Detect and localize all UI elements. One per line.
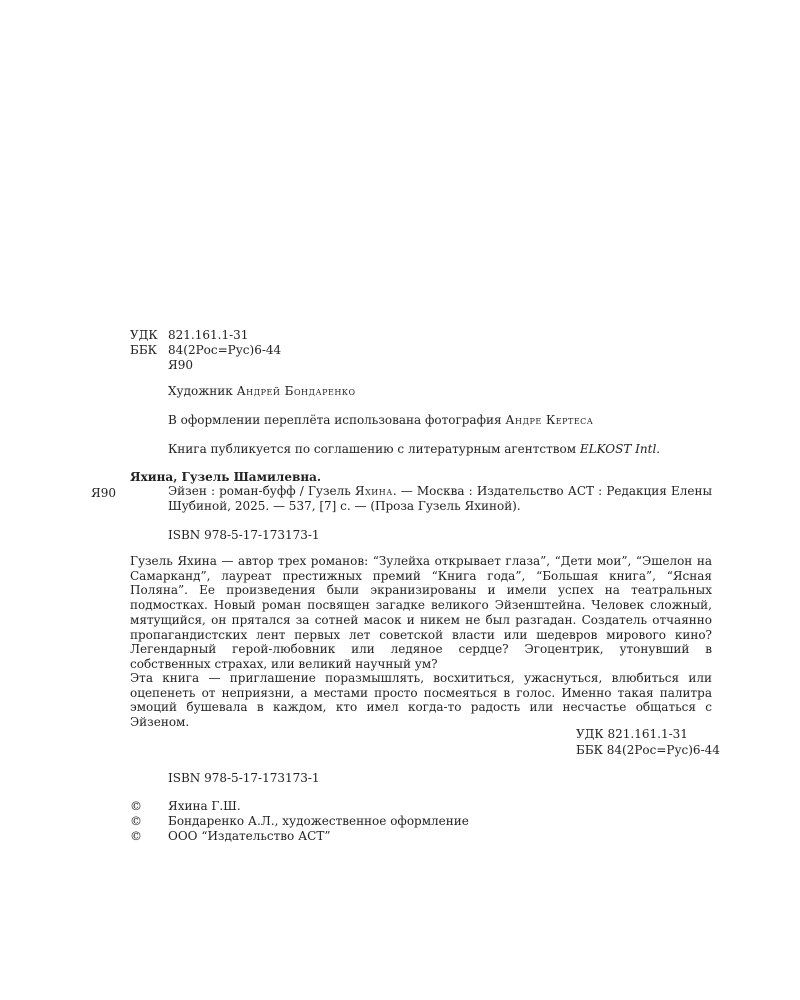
annotation-paragraph-1: Гузель Яхина — автор трех романов: “Зулейха открывает глаза”, “Дети мои”, “Эшелон на Самарканд”, лауреат престижных премий “Книга года”, “Большая книга”, “Ясная Поляна”. Ее произведения были экранизированы и имели успех на театральных подмостках. Новый роман посвящен загадке великого Эйзенштейна. Человек сложный, мятущийся, он прятался за сотней масок и никем не был разгадан. Создатель отчаянно пропагандистских лент первых лет советской власти или шедевров мирового кино? Легендарный герой-любовник или ледяное сердце? Эгоцентрик, утонувший в собственных страхах, или великий научный ум? — [130, 554, 712, 671]
annotation-paragraph-2: Эта книга — приглашение поразмышлять, восхититься, ужаснуться, влюбиться или оцепенеть от неприязни, а местами просто посмеяться в голос. Именно такая палитра эмоций бушевала в каждом, кто имел когда-то радость или несчастье общаться с Эйзеном. — [130, 671, 712, 730]
copyright-holder: Яхина Г.Ш. — [168, 799, 241, 813]
udk-label: УДК — [130, 328, 158, 342]
bbk-value: 84(2Рос=Рус)6-44 — [168, 343, 282, 357]
bbk-label: ББК — [130, 343, 157, 357]
cover-photo-credit — [168, 413, 593, 427]
artist-name: Андрей Бондаренко — [236, 384, 356, 398]
bibliographic-description — [168, 484, 712, 513]
copyright-symbol: © — [130, 814, 142, 828]
copyright-holder: ООО “Издательство АСТ” — [168, 829, 331, 843]
copyright-holder: Бондаренко А.Л., художественное оформление — [168, 814, 469, 828]
book-title: Эйзен : роман-буфф / Гузель — [168, 484, 351, 498]
isbn-bottom: ISBN 978-5-17-173173-1 — [168, 771, 320, 785]
book-author-sc: Яхина — [354, 484, 393, 498]
author-heading: Яхина, Гузель Шамилевна. — [130, 470, 322, 484]
right-udk: УДК 821.161.1-31 — [576, 727, 688, 741]
cover-photo-text: В оформлении переплёта использована фотография — [168, 413, 502, 427]
agency-credit — [168, 442, 660, 456]
udk-value: 821.161.1-31 — [168, 328, 249, 342]
isbn-top: ISBN 978-5-17-173173-1 — [168, 528, 320, 542]
artist-prefix: Художник — [168, 384, 233, 398]
right-bbk: ББК 84(2Рос=Рус)6-44 — [576, 743, 720, 757]
side-author-mark: Я90 — [91, 486, 116, 500]
copyright-symbol: © — [130, 829, 142, 843]
agency-name: ELKOST Intl. — [579, 442, 661, 456]
author-mark: Я90 — [168, 358, 193, 372]
artist-credit — [168, 384, 356, 398]
agency-text: Книга публикуется по соглашению с литературным агентством — [168, 442, 577, 456]
right-classification-codes — [576, 726, 720, 758]
copyright-symbol: © — [130, 799, 142, 813]
photographer-name: Андре Кертеса — [505, 413, 594, 427]
biblio-rest: . — Москва : Издательство АСТ : Редакция Елены Шубиной, 2025. — 537, [7] с. — (Проза Гузель Яхиной). — [168, 484, 712, 513]
